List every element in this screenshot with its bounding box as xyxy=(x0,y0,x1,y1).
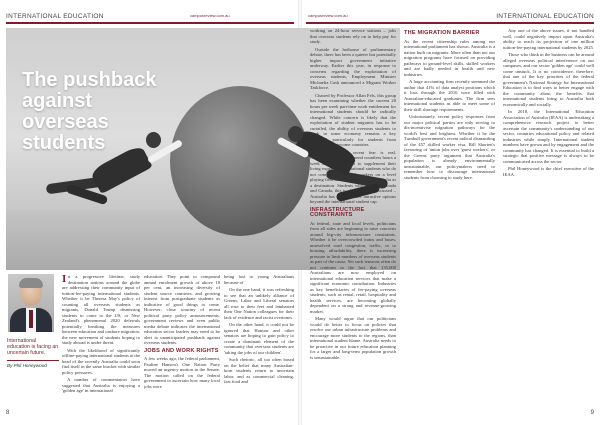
site-url-right[interactable]: campusreview.com.au xyxy=(308,13,348,18)
running-head-right: INTERNATIONAL EDUCATION xyxy=(496,13,594,20)
body-column-4 xyxy=(310,28,396,406)
paragraph: As the recent citizenship rules among our international parliament has shown, Australia is a nation built on migrants. More often than not our migration programs have focused on providing pathways to ground-level skills, skilled workers and are badly needed in health and new industries. xyxy=(404,38,495,77)
author-hair xyxy=(19,278,43,288)
paragraph: being lost to young Australians because of xyxy=(224,274,294,285)
page-number-left: 8 xyxy=(6,410,10,416)
site-url-left[interactable]: campusreview.com.au xyxy=(190,13,230,18)
paragraph: With the likelihood of significantly offline-paying international students at the head of the recently Australia could soon find itself in the same bracket with similar policy pressures. xyxy=(62,347,140,375)
paragraph: Any one of the above issues, if not handled well, could negatively impact upon Australia's ability to reach its projection of one million tuition-fee-paying international students by 2025. xyxy=(503,28,594,50)
paragraph: education. They point to compound annual enrolment growth of above 10 per cent, an increasing diversity of student source countries, and growing interest from postgraduate students as indicative of good things to come. However, close scrutiny of recent political party policy announcements, government reviews and even public media debate indicates the international education sector leaders may need to be alert to unanticipated pushback against overseas students. xyxy=(144,274,220,345)
header-rule-left xyxy=(6,22,294,24)
paragraph: On the other hand, it could not be ignored that Hanson and other senators are hoping to gain policy to create a dominant element of the community that overseas students are 'taking the jobs of our children'. xyxy=(224,322,294,355)
paragraph: A few weeks ago, the federal parliament, Pauline Hanson's One Nation Party moved an urgency motion in the Senate. The motion called on the federal government to ascertain how many local jobs were xyxy=(144,356,220,389)
paragraph: Such rhetoric, all too often based on the belief that many Australian-born students return to uncertain labor, and as commercial cleaning, fast food and xyxy=(224,357,294,384)
paragraph: In a progressive lifetime, study destination nations around the globe are addressing their community input of tuition-fee-paying international students. Whether it be Theresa May's policy of counting all overseas students as migrants, Donald Trump dismissing students to come to the US, or New Zealand's phenomenal 2020 deferrals potentially breaking the measures between education and onshore migration, the new movement of students hoping to study abroad is under threat. xyxy=(62,274,140,345)
paragraph: Chaired by Professor Allan Fels, this group has been examining whether the current 20 hours per week part-time work entitlement for international students should be radically changed. While concern is likely that the exploitation of student migrants has to be curtailed, the ability of overseas students to work in some economy remains a key drawcard, particularly for students from relatively low-income countries. xyxy=(310,92,396,147)
right-figure-head xyxy=(288,126,303,142)
page-number-right: 9 xyxy=(590,410,594,416)
paragraph: Phil Honeywood is the chief executive of the IEAA. xyxy=(503,166,594,177)
paragraph: On the one hand, it was refreshing to see that an unlikely alliance of Greens, Labor and Liberal senators all rose to their feet and lambasted their One Nation colleagues for their lack of evidence and racist overtones. xyxy=(224,287,294,320)
body-column-1 xyxy=(62,274,140,406)
section-heading: INFRASTRUCTURE CONSTRAINTS xyxy=(310,206,365,218)
dropcap: I xyxy=(62,274,67,285)
article-headline: The pushback against overseas students xyxy=(22,69,157,154)
paragraph: In 2018, the International Education Association of Australia (IEAA) is undertaking a comprehensive research project to better ascertain the community's understanding of our sector, countries educational policy and related industries while simply. International student numbers have grown and by engagement and the community has changed. It is essential to build a strategic that positive message is always to be communicated across the sector. xyxy=(503,109,594,164)
paragraph: working on 24-hour service stations – jobs that overseas students rely on to help pay for study. xyxy=(310,28,396,44)
standfirst: International education is facing an uncertain future. xyxy=(7,338,59,357)
paragraph: Unfortunately, recent policy responses from our major political parties are only serving to dis-incentivise migration pathways for the world's best and brightest. Whether it be the Turnbull government's recent radical dismantling of the 457 skilled worker visa, Bill Shorten's favouring of 'union jobs over 'guest workers', or the Greens party argument that Australia's population is already environmentally unsustainable, our policymakers need to remember how to discourage international students from choosing to study here. xyxy=(404,114,495,180)
author-bio xyxy=(7,338,59,370)
paragraph: Outside the hothouse of parliamentary debate, there has been a quieter but potentially higher impact government initiative underway. Earlier this year, in response to concerns regarding the exploitation of overseas students, Employment Minister Michaelia Cash announced a Migrant Worker Taskforce. xyxy=(310,46,396,90)
author-tie xyxy=(29,310,33,328)
body-column-5 xyxy=(404,28,594,406)
paragraph: At federal, state and local levels, politicians from all sides are beginning to raise concerns around big-city infrastructure constraints. Whether it be overcrowded trains and buses, unresolved road congestion, traffic, or to housing affordability, there is increasing pressure to limit numbers of overseas students as part of the cause. Yet such tensions often do not conform to the fact that 135,000 Australians are now employed on international education services that make a significant economic contribution. Industries as key beneficiaries of fee-paying overseas students, such as rental, retail, hospitality and health services, are becoming globally dependent on a strong and revenue-growing market. xyxy=(310,220,396,314)
bio-rule xyxy=(7,360,59,361)
section-heading: THE MIGRATION BARRIER xyxy=(404,30,480,36)
section-heading: JOBS AND WORK RIGHTS xyxy=(144,347,219,354)
paragraph: Many would argue that our politicians would do better to focus on policies that resolve our urban infrastructure problems and encourage more students to the regions, than international student blame. Australia needs to be proactive in our future education planning for a larger and long-term population growth is unsustainable. xyxy=(310,316,396,360)
paragraph: A large accounting firm recently stemmed the author that 41% of data analyst positions which it lists through the 2016 were filled with Australian-educated graduates. The firm sees international students as able to meet some of their skill shortage requirements. xyxy=(404,79,495,112)
author-photo xyxy=(8,274,54,332)
author-byline: By Phil Honeywood xyxy=(7,363,47,369)
globe-ball-image xyxy=(170,86,310,236)
running-head-left: INTERNATIONAL EDUCATION xyxy=(6,13,104,20)
paragraph: Anecdotally, the recent fear is real. Overseas students can spend countless hours a week in part-time jobs to supplement their living expenses. International students who do not compete with local workers on a level playing field risk losing interest in Australia as a destination. Students who come to Canada and Canada, this is already being discussed – Australia has a lot of other attractive options beyond the international student cap. xyxy=(310,149,396,204)
header-rule-right xyxy=(306,22,594,24)
body-column-2 xyxy=(144,274,220,406)
paragraph: Those who think in the business can be around alleged overseas political interference on our campuses, and our sector 'golden age' could well come unstuck. It is no coincidence, therefore, that one of the key priorities of the federal government's National Strategy for International Education is to find ways to better engage with the community about the benefits that international students bring to Australia both economically and socially. xyxy=(503,52,594,107)
body-column-3 xyxy=(224,274,294,406)
paragraph: A number of commentators have suggested that Australia is enjoying a 'golden age' in international xyxy=(62,377,140,393)
